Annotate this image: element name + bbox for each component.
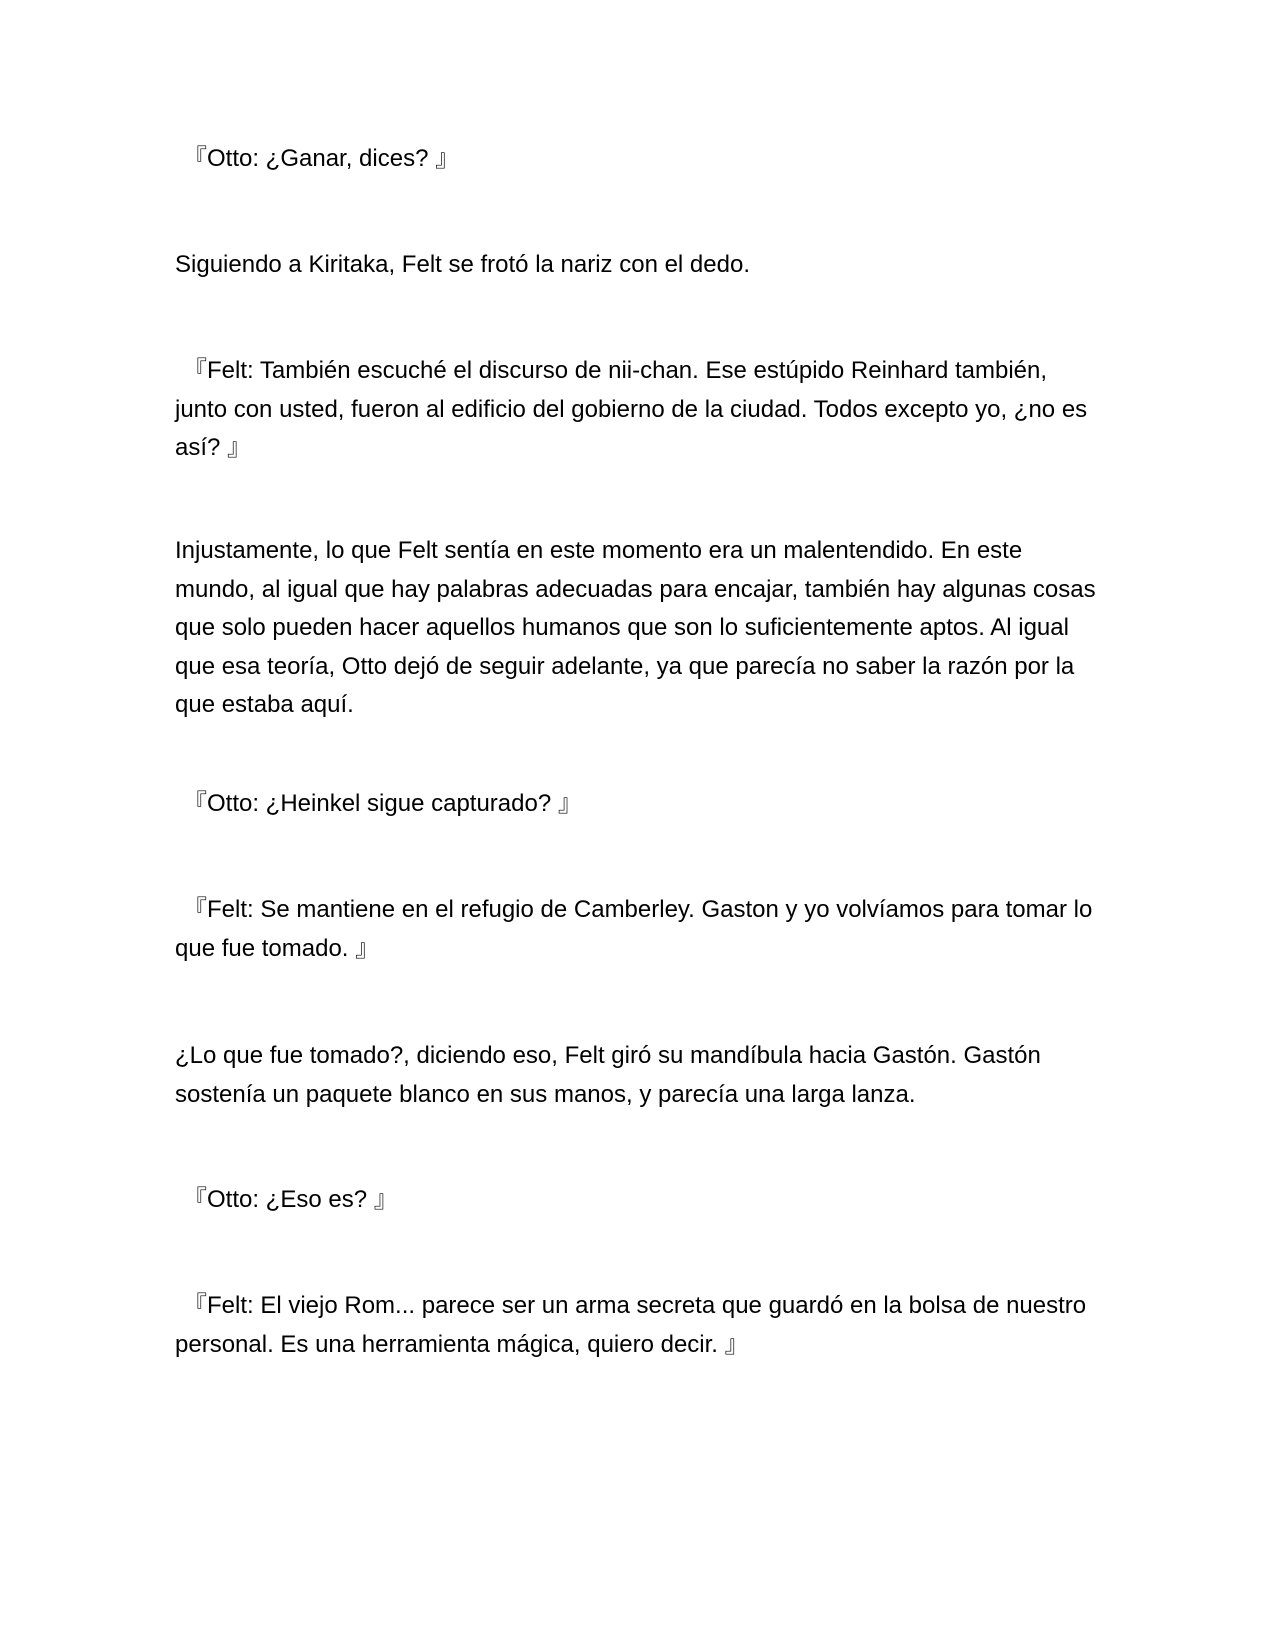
narration-kiritaka: Siguiendo a Kiritaka, Felt se frotó la nariz con el dedo. bbox=[175, 251, 750, 278]
dialogue-otto-heinkel: 『Otto: ¿Heinkel sigue capturado? 』 bbox=[183, 790, 582, 817]
dialogue-felt-refugio: 『Felt: Se mantiene en el refugio de Camberley. Gaston y yo volvíamos para tomar lo que fue tomado. 』 bbox=[175, 896, 1093, 962]
dialogue-felt-discurso: 『Felt: También escuché el discurso de nii-chan. Ese estúpido Reinhard también, junto con usted, fueron al edificio del gobierno de la ciudad. Todos excepto yo, ¿no es así? 』 bbox=[175, 357, 1088, 461]
dialogue-otto-eso: 『Otto: ¿Eso es? 』 bbox=[183, 1186, 398, 1213]
dialogue-felt-rom: 『Felt: El viejo Rom... parece ser un arma secreta que guardó en la bolsa de nuestro personal. Es una herramienta mágica, quiero decir. 』 bbox=[175, 1292, 1087, 1358]
narration-tomado: ¿Lo que fue tomado?, diciendo eso, Felt giró su mandíbula hacia Gastón. Gastón sostenía un paquete blanco en sus manos, y parecía una larga lanza. bbox=[175, 1042, 1041, 1108]
dialogue-otto-ganar: 『Otto: ¿Ganar, dices? 』 bbox=[183, 145, 460, 172]
narration-injustamente: Injustamente, lo que Felt sentía en este momento era un malentendido. En este mundo, al igual que hay palabras adecuadas para encajar, también hay algunas cosas que solo pueden hacer aquellos humanos que son lo suficientemente aptos. Al igual que esa teoría, Otto dejó de seguir adelante, ya que parecía no saber la razón por la que estaba aquí. bbox=[175, 537, 1096, 718]
